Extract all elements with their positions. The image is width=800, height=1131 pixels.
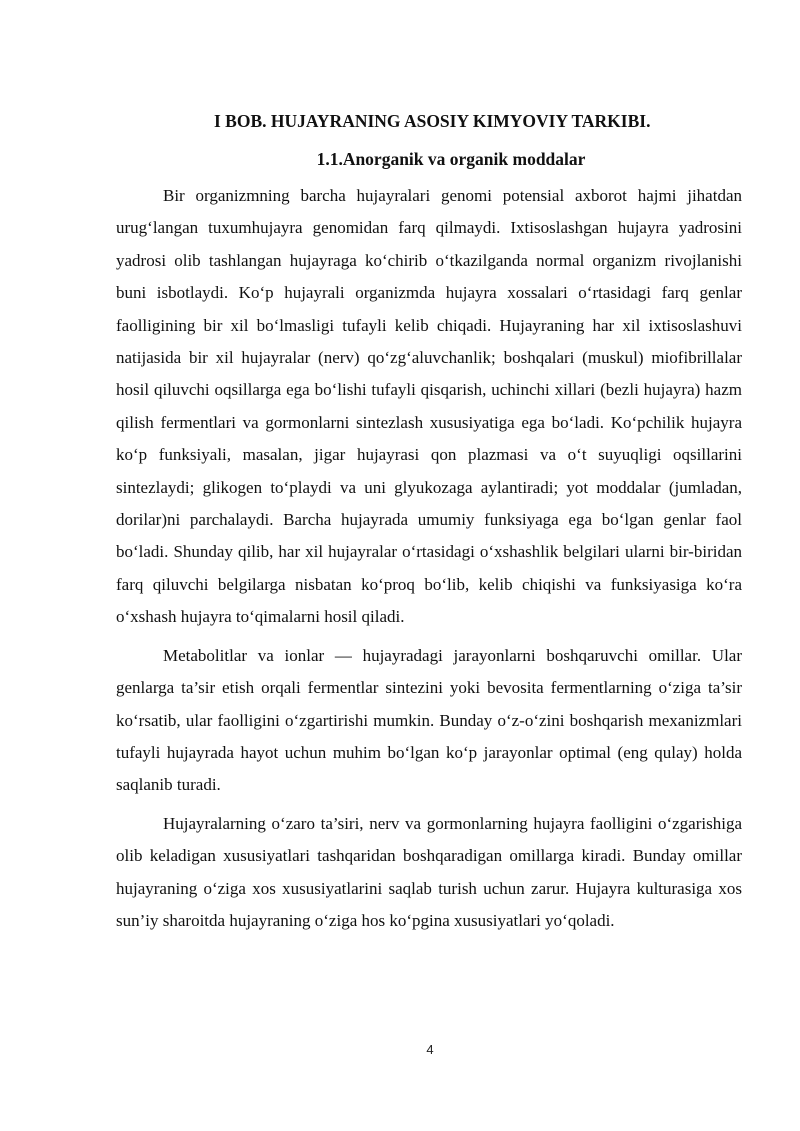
page-content <box>116 106 742 943</box>
section-title: 1.1.Anorganik va organik moddalar <box>316 149 586 169</box>
paragraph-1: Bir organizmning barcha hujayralari genomi potensial axborot hajmi jihatdan urug‘langan tuxumhujayra genomidan farq qilmaydi. Ixtisoslashgan hujayra yadrosini yadrosi olib tashlangan hujayraga ko‘chirib o‘tkazilganda normal organizm rivojlanishi buni isbotlaydi. Ko‘p hujayrali organizmda hujayra xossalari o‘rtasidagi farq genlar faolligining bir xil bo‘lmasligi tufayli kelib chiqadi. Hujayraning har xil ixtisoslashuvi natijasida bir xil hujayralar (nerv) qo‘zg‘aluvchanlik; boshqalari (muskul) miofibrillalar hosil qiluvchi oqsillarga ega bo‘lishi tufayli qisqarish, uchinchi xillari (bezli hujayra) hazm qilish fermentlari va gormonlarni sintezlash xususiyatiga ega bo‘ladi. Ko‘pchilik hujayra ko‘p funksiyali, masalan, jigar hujayrasi qon plazmasi va o‘t suyuqligi oqsillarini sintezlaydi; glikogen to‘playdi va uni glyukozaga aylantiradi; yot moddalar (jumladan, dorilar)ni parchalaydi. Barcha hujayrada umumiy funksiyaga ega bo‘lgan genlar faol bo‘ladi. Shunday qilib, har xil hujayralar o‘rtasidagi o‘xshashlik belgilari ularni bir-biridan farq qiluvchi belgilarga nisbatan ko‘proq bo‘lib, kelib chiqishi va funksiyasiga ko‘ra o‘xshash hujayra to‘qimalarni hosil qiladi. <box>116 186 742 627</box>
chapter-title: I BOB. HUJAYRANING ASOSIY KIMYOVIY TARKIBI. <box>214 111 651 131</box>
paragraph-2: Metabolitlar va ionlar — hujayradagi jarayonlarni boshqaruvchi omillar. Ular genlarga ta’sir etish orqali fermentlar sintezini yoki bevosita fermentlarning o‘ziga ta’sir ko‘rsatib, ular faolligini o‘zgartirishi mumkin. Bunday o‘z-o‘zini boshqarish mexanizmlari tufayli hujayrada hayot uchun muhim bo‘lgan ko‘p jarayonlar optimal (eng qulay) holda saqlanib turadi. <box>116 645 742 795</box>
page-number: 4 <box>426 1042 434 1057</box>
paragraph-3: Hujayralarning o‘zaro ta’siri, nerv va gormonlarning hujayra faolligini o‘zgarishiga olib keladigan xususiyatlari tashqaridan boshqaradigan omillarga kiradi. Bunday omillar hujayraning o‘ziga xos xususiyatlarini saqlab turish uchun zarur. Hujayra kulturasiga xos sun’iy sharoitda hujayraning o‘ziga hos ko‘pgina xususiyatlari yo‘qoladi. <box>116 813 742 930</box>
